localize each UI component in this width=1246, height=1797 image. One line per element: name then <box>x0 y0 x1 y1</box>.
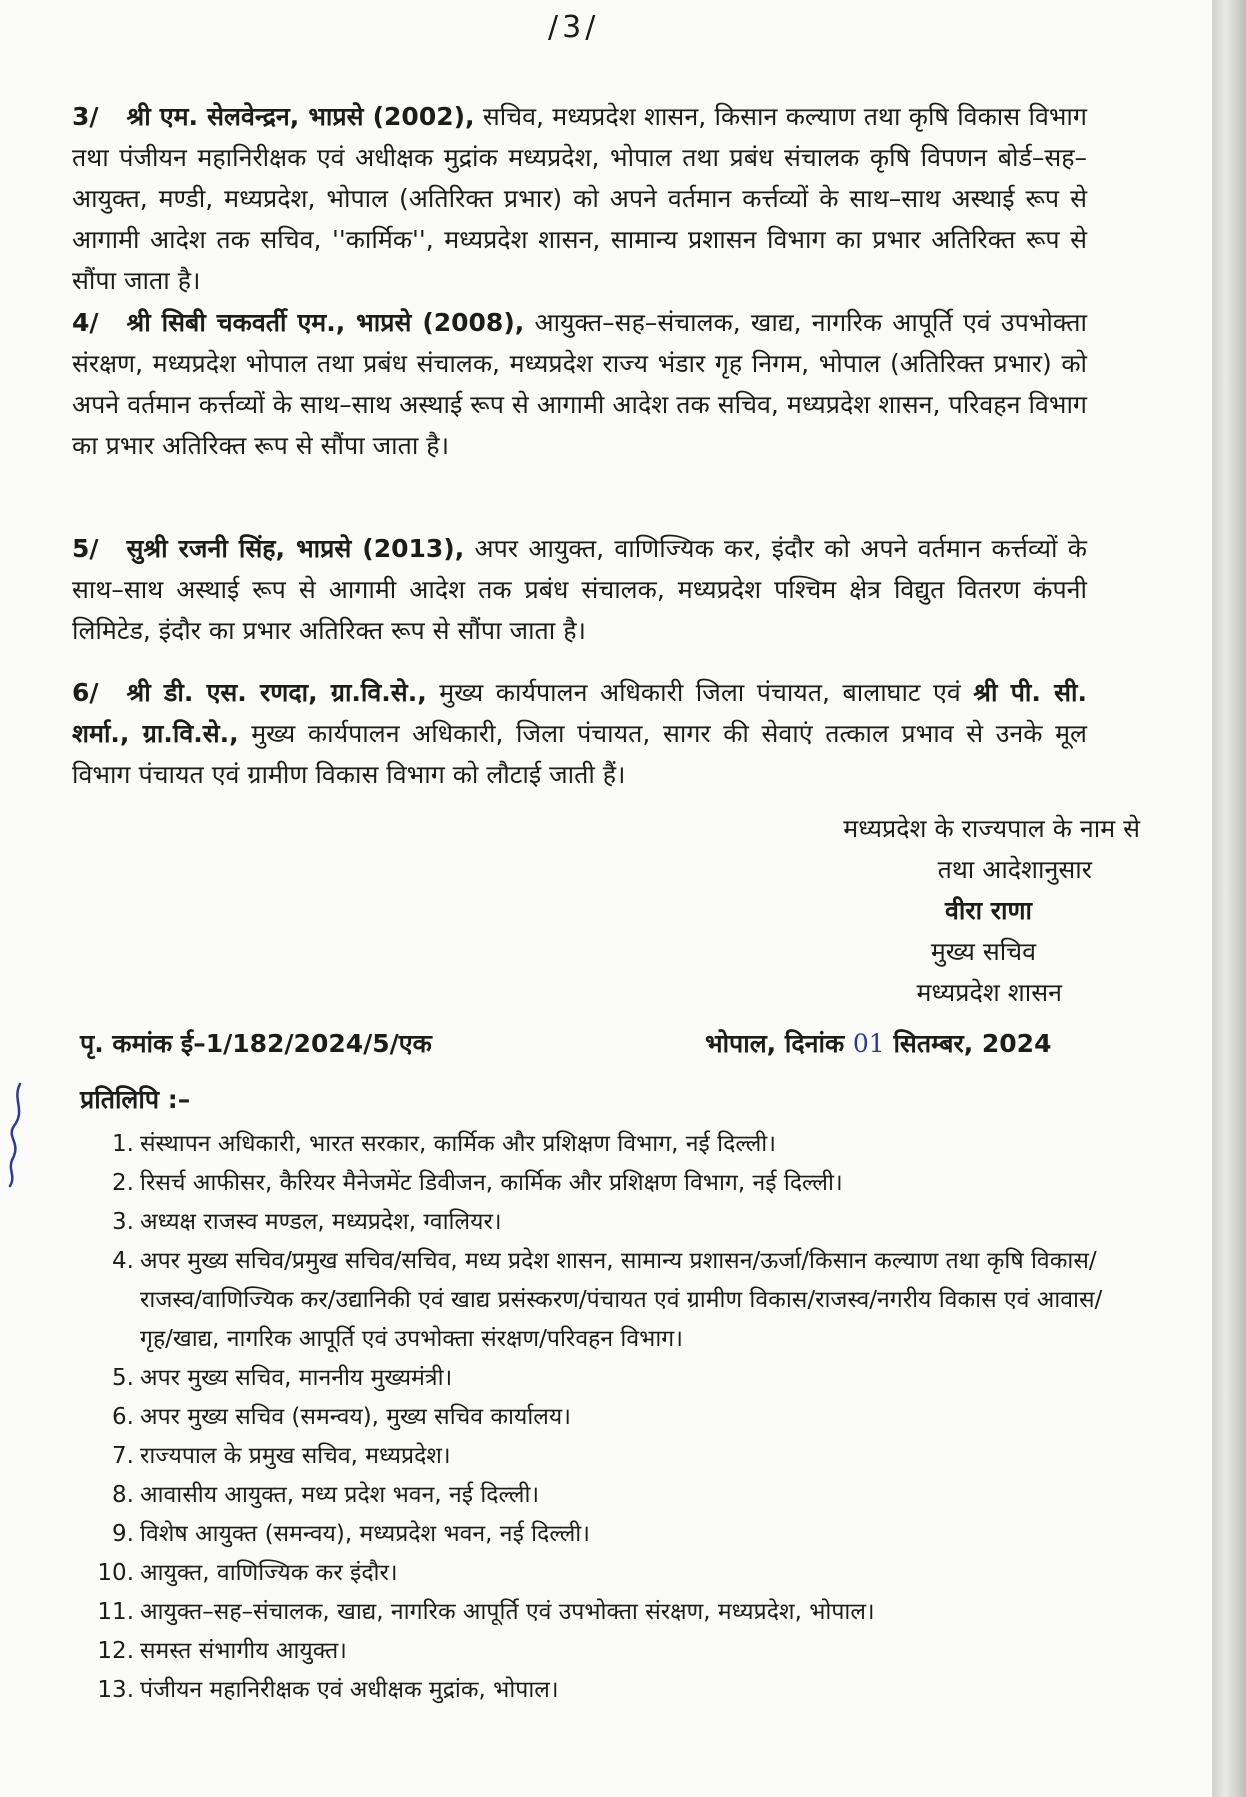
officer-name: श्री एम. सेलवेन्द्रन, भाप्रसे (2002), <box>126 102 475 131</box>
list-item: 9. विशेष आयुक्त (समन्वय), मध्यप्रदेश भवन, नई दिल्ली। <box>112 1521 590 1547</box>
officer-name: सुश्री रजनी सिंह, भाप्रसे (2013), <box>126 534 465 563</box>
list-item: 11. आयुक्त–सह–संचालक, खाद्य, नागरिक आपूर्ति एवं उपभोक्ता संरक्षण, मध्यप्रदेश, भोपाल। <box>97 1599 875 1625</box>
date-day-handwritten: 01 <box>852 1029 885 1058</box>
signature-block <box>660 808 1140 1013</box>
date-prefix: भोपाल, दिनांक <box>705 1029 845 1058</box>
paragraph-text: सचिव, मध्यप्रदेश शासन, किसान कल्याण तथा कृषि विकास विभाग तथा पंजीयन महानिरीक्षक एवं अधीक्षक मुद्रांक मध्यप्रदेश, भोपाल तथा प्रबंध संचालक कृषि विपणन बोर्ड–सह–आयुक्त, मण्डी, मध्यप्रदेश, भोपाल (अतिरिक्त प्रभार) को अपने वर्तमान कर्त्तव्यों के साथ–साथ अस्थाई रूप से आगामी आदेश तक सचिव, ''कार्मिक'', मध्यप्रदेश शासन, सामान्य प्रशासन विभाग का प्रभार अतिरिक्त रूप से सौंपा जाता है। <box>72 102 1087 295</box>
copy-heading: प्रतिलिपि :– <box>80 1085 191 1114</box>
officer-name-2: श्री पी. सी. शर्मा., ग्रा.वि.से., <box>72 678 1087 748</box>
reference-line <box>80 1026 1080 1060</box>
list-item: 3. अध्यक्ष राजस्व मण्डल, मध्यप्रदेश, ग्वालियर। <box>112 1209 502 1235</box>
signatory-designation: मुख्य सचिव <box>930 937 1036 966</box>
paragraph-number: 5/ <box>72 534 99 563</box>
paragraph-text: अपर आयुक्त, वाणिज्यिक कर, इंदौर को अपने वर्तमान कर्त्तव्यों के साथ–साथ अस्थाई रूप से आगामी आदेश तक प्रबंध संचालक, मध्यप्रदेश पश्चिम क्षेत्र विद्युत वितरण कंपनी लिमिटेड, इंदौर का प्रभार अतिरिक्त रूप से सौंपा जाता है। <box>72 534 1087 645</box>
paragraph-number: 6/ <box>72 678 99 707</box>
paragraph-6 <box>72 672 1087 795</box>
paragraph-5 <box>72 528 1087 651</box>
paragraph-4 <box>72 302 1087 466</box>
paragraph-text: मुख्य कार्यपालन अधिकारी जिला पंचायत, बालाघाट एवं <box>439 678 961 707</box>
page-number: /3/ <box>548 10 600 45</box>
date-suffix: सितम्बर, 2024 <box>893 1029 1052 1058</box>
paragraph-number: 4/ <box>72 308 99 337</box>
list-item: 6. अपर मुख्य सचिव (समन्वय), मुख्य सचिव कार्यालय। <box>112 1404 571 1430</box>
reference-number: पृ. कमांक ई–1/182/2024/5/एक <box>80 1029 432 1058</box>
list-item: 10. आयुक्त, वाणिज्यिक कर इंदौर। <box>97 1560 398 1586</box>
signature-line-2: तथा आदेशानुसार <box>937 855 1092 884</box>
signatory-office: मध्यप्रदेश शासन <box>916 978 1062 1007</box>
list-item: 8. आवासीय आयुक्त, मध्य प्रदेश भवन, नई दिल्ली। <box>112 1482 540 1508</box>
list-item: 7. राज्यपाल के प्रमुख सचिव, मध्यप्रदेश। <box>112 1443 451 1469</box>
signature-line-1: मध्यप्रदेश के राज्यपाल के नाम से <box>843 814 1140 843</box>
copy-list <box>88 1125 1128 1710</box>
signatory-name: वीरा राणा <box>944 896 1032 925</box>
page-edge-shadow <box>1212 0 1246 1797</box>
list-item: 2. रिसर्च आफीसर, कैरियर मैनेजमेंट डिवीजन, कार्मिक और प्रशिक्षण विभाग, नई दिल्ली। <box>112 1170 843 1196</box>
list-item: 5. अपर मुख्य सचिव, माननीय मुख्यमंत्री। <box>112 1365 453 1391</box>
officer-name: श्री सिबी चकवर्ती एम., भाप्रसे (2008), <box>126 308 525 337</box>
paragraph-number: 3/ <box>72 102 99 131</box>
list-item: 12. समस्त संभागीय आयुक्त। <box>97 1638 347 1664</box>
officer-name: श्री डी. एस. रणदा, ग्रा.वि.से., <box>126 678 427 707</box>
paragraph-3 <box>72 96 1087 301</box>
list-item: 13. पंजीयन महानिरीक्षक एवं अधीक्षक मुद्रांक, भोपाल। <box>97 1677 559 1703</box>
reference-date <box>705 1026 1051 1060</box>
handwritten-initial-icon <box>2 1080 32 1190</box>
paragraph-text-2: मुख्य कार्यपालन अधिकारी, जिला पंचायत, सागर की सेवाएं तत्काल प्रभाव से उनके मूल विभाग पंचायत एवं ग्रामीण विकास विभाग को लौटाई जाती हैं। <box>72 719 1087 789</box>
paragraph-text: आयुक्त–सह–संचालक, खाद्य, नागरिक आपूर्ति एवं उपभोक्ता संरक्षण, मध्यप्रदेश भोपाल तथा प्रबंध संचालक, मध्यप्रदेश राज्य भंडार गृह निगम, भोपाल (अतिरिक्त प्रभार) को अपने वर्तमान कर्त्तव्यों के साथ–साथ अस्थाई रूप से आगामी आदेश तक सचिव, मध्यप्रदेश शासन, परिवहन विभाग का प्रभार अतिरिक्त रूप से सौंपा जाता है। <box>72 308 1087 460</box>
list-item: 1. संस्थापन अधिकारी, भारत सरकार, कार्मिक और प्रशिक्षण विभाग, नई दिल्ली। <box>112 1131 776 1157</box>
list-item: 4. अपर मुख्य सचिव/प्रमुख सचिव/सचिव, मध्य प्रदेश शासन, सामान्य प्रशासन/ऊर्जा/किसान कल्याण तथा कृषि विकास/राजस्व/वाणिज्यिक कर/उद्यानिकी एवं खाद्य प्रसंस्करण/पंचायत एवं ग्रामीण विकास/राजस्व/नगरीय विकास एवं आवास/गृह/खाद्य, नागरिक आपूर्ति एवं उपभोक्ता संरक्षण/परिवहन विभाग। <box>112 1248 1103 1352</box>
